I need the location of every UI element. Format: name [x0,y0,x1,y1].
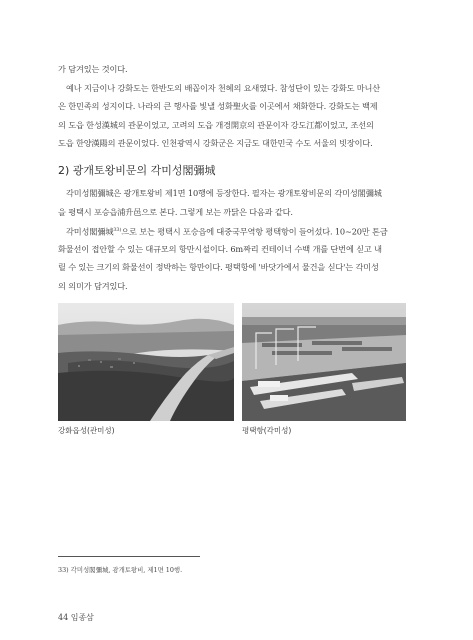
text-line: 의 도읍 한성漢城의 관문이었고, 고려의 도읍 개경開京의 관문이자 강도江都이었고, 조선의 [58,119,374,130]
footnote-ref: 33) [113,227,122,234]
paragraph-intro [58,60,414,153]
text-line: 은 한민족의 성지이다. 나라의 큰 행사를 빛낼 성화聖火를 이곳에서 채화한다. 강화도는 백제 [58,101,378,112]
text-line: 각미성閣彌城은 광개토왕비 제1면 10행에 등장한다. 필자는 광개토왕비문의 각미성閣彌城 [66,188,382,198]
text-line: 을 평택시 포승읍浦升邑으로 본다. 그렇게 보는 까닭은 다음과 같다. [58,206,293,217]
photo-pyeongtaek-port [242,303,406,421]
footnote: 33) 각미성閣彌城, 광개토왕비, 제1면 10행. [58,566,183,574]
text-line: 릴 수 있는 크기의 화물선이 정박하는 항만이다. 평택항에 '바닷가에서 물건을 싣다'는 각미성 [58,262,379,273]
text-fragment: 으로 보는 평택시 포승읍에 대중국무역항 평택항이 들어섰다. 10~20만 톤급 [121,226,388,237]
text-line: 도읍 한양漢陽의 관문이었다. 인천광역시 강화군은 지금도 대한민국 수도 서울의 빗장이다. [58,138,373,149]
figure-caption: 평택항(각미성) [242,426,292,435]
text-line: 예나 지금이나 강화도는 한반도의 배꼽이자 천혜의 요새였다. 참성단이 있는 강화도 마니산 [66,82,381,93]
text-line: 화물선이 접안할 수 있는 대규모의 항만시설이다. 6m짜리 컨테이너 수백 개를 단번에 싣고 내 [58,243,382,254]
text-fragment: 각미성閣彌城 [66,226,114,237]
section-heading: 2) 광개토왕비문의 각미성閣彌城 [58,164,216,177]
text-line [58,221,414,240]
text-line: 의 의미가 담겨있다. [58,280,128,291]
figure-caption: 강화읍성(관미성) [58,426,115,435]
paragraph-body [58,184,414,296]
text-line: 가 담겨있는 것이다. [58,64,128,74]
footnote-divider [58,556,200,557]
page-footer: 44 임종삼 [58,613,94,622]
photo-ganghwa-fortress [58,303,234,421]
